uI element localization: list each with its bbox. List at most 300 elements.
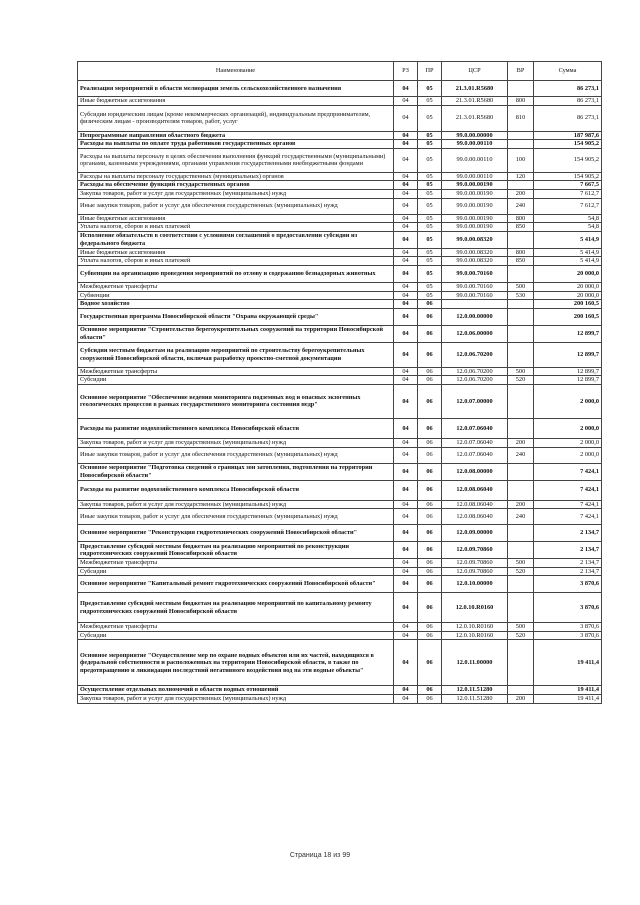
- cell-vr: [508, 265, 534, 282]
- cell-csr: 99.0.00.00190: [442, 214, 508, 223]
- header-rz: РЗ: [394, 62, 418, 81]
- cell-pr: 05: [418, 105, 442, 131]
- cell-pr: 05: [418, 291, 442, 300]
- cell-csr: 12.0.07.06040: [442, 438, 508, 447]
- cell-sum: 54,8: [534, 214, 602, 223]
- cell-vr: 100: [508, 148, 534, 172]
- table-row: [78, 640, 602, 686]
- cell-vr: 800: [508, 97, 534, 106]
- table-row: [78, 567, 602, 576]
- cell-name: Субвенции: [78, 291, 394, 300]
- cell-rz: 04: [394, 686, 418, 695]
- cell-name: Расходы на развитие водохозяйственного комплекса Новосибирской области: [78, 418, 394, 438]
- cell-pr: 05: [418, 97, 442, 106]
- cell-vr: [508, 325, 534, 342]
- cell-vr: 200: [508, 189, 534, 198]
- cell-pr: 06: [418, 300, 442, 309]
- cell-sum: 5 414,9: [534, 257, 602, 266]
- table-body: [78, 81, 602, 704]
- cell-rz: 04: [394, 300, 418, 309]
- table-row: [78, 500, 602, 509]
- table-row: [78, 231, 602, 248]
- cell-vr: 200: [508, 500, 534, 509]
- cell-name: Иные бюджетные ассигнования: [78, 214, 394, 223]
- cell-csr: 12.0.10.R0160: [442, 623, 508, 632]
- cell-rz: 04: [394, 105, 418, 131]
- cell-csr: 12.0.07.06040: [442, 418, 508, 438]
- cell-name: Иные закупки товаров, работ и услуг для обеспечения государственных (муниципальных) нужд: [78, 198, 394, 214]
- cell-csr: 12.0.00.00000: [442, 308, 508, 325]
- cell-csr: 12.0.11.00000: [442, 640, 508, 686]
- header-pr: ПР: [418, 62, 442, 81]
- cell-rz: 04: [394, 463, 418, 480]
- cell-rz: 04: [394, 525, 418, 542]
- cell-vr: [508, 342, 534, 367]
- cell-rz: 04: [394, 265, 418, 282]
- page-number: Страница 18 из 99: [289, 852, 351, 859]
- header-name: Наименование: [78, 62, 394, 81]
- table-row: [78, 686, 602, 695]
- cell-name: Иные закупки товаров, работ и услуг для обеспечения государственных (муниципальных) нужд: [78, 509, 394, 525]
- cell-csr: 12.0.09.70860: [442, 559, 508, 568]
- cell-csr: [442, 300, 508, 309]
- cell-pr: 05: [418, 148, 442, 172]
- table-row: [78, 291, 602, 300]
- cell-name: Закупка товаров, работ и услуг для государственных (муниципальных) нужд: [78, 438, 394, 447]
- cell-rz: 04: [394, 282, 418, 291]
- table-row: [78, 542, 602, 559]
- table-row: [78, 480, 602, 500]
- cell-csr: 99.0.00.00190: [442, 198, 508, 214]
- cell-sum: 19 411,4: [534, 686, 602, 695]
- cell-rz: 04: [394, 97, 418, 106]
- cell-csr: 12.0.06.70200: [442, 376, 508, 385]
- cell-pr: 05: [418, 198, 442, 214]
- table-header-row: [78, 62, 602, 81]
- cell-sum: 12 899,7: [534, 325, 602, 342]
- cell-rz: 04: [394, 181, 418, 190]
- cell-pr: 06: [418, 418, 442, 438]
- cell-vr: 120: [508, 172, 534, 181]
- table-row: [78, 300, 602, 309]
- cell-rz: 04: [394, 172, 418, 181]
- cell-rz: 04: [394, 248, 418, 257]
- cell-csr: 12.0.11.51280: [442, 686, 508, 695]
- cell-sum: 5 414,9: [534, 231, 602, 248]
- cell-sum: 20 000,0: [534, 282, 602, 291]
- cell-pr: 05: [418, 131, 442, 140]
- cell-pr: 05: [418, 231, 442, 248]
- table-row: [78, 97, 602, 106]
- cell-csr: 12.0.10.R0160: [442, 593, 508, 623]
- cell-pr: 06: [418, 525, 442, 542]
- cell-vr: [508, 384, 534, 418]
- cell-sum: 3 870,6: [534, 576, 602, 593]
- cell-csr: 99.0.00.08320: [442, 231, 508, 248]
- cell-name: Осуществление отдельных полномочий в области водных отношений: [78, 686, 394, 695]
- cell-sum: 154 905,2: [534, 172, 602, 181]
- cell-rz: 04: [394, 257, 418, 266]
- cell-pr: 05: [418, 140, 442, 149]
- table-row: [78, 140, 602, 149]
- cell-pr: 06: [418, 480, 442, 500]
- cell-sum: 12 899,7: [534, 367, 602, 376]
- cell-name: Расходы на выплаты по оплате труда работников государственных органов: [78, 140, 394, 149]
- cell-pr: 06: [418, 640, 442, 686]
- cell-name: Субсидии: [78, 376, 394, 385]
- cell-vr: [508, 480, 534, 500]
- cell-rz: 04: [394, 325, 418, 342]
- cell-name: Водное хозяйство: [78, 300, 394, 309]
- cell-pr: 06: [418, 463, 442, 480]
- cell-pr: 06: [418, 367, 442, 376]
- table-row: [78, 418, 602, 438]
- cell-csr: 99.0.00.00000: [442, 131, 508, 140]
- cell-name: Расходы на развитие водохозяйственного комплекса Новосибирской области: [78, 480, 394, 500]
- cell-vr: [508, 418, 534, 438]
- cell-pr: 06: [418, 384, 442, 418]
- cell-rz: 04: [394, 542, 418, 559]
- cell-rz: 04: [394, 308, 418, 325]
- cell-csr: 21.3.01.R5680: [442, 97, 508, 106]
- cell-rz: 04: [394, 291, 418, 300]
- cell-name: Непрограммные направления областного бюджета: [78, 131, 394, 140]
- cell-rz: 04: [394, 418, 418, 438]
- cell-vr: 500: [508, 623, 534, 632]
- cell-sum: 12 899,7: [534, 376, 602, 385]
- cell-pr: 06: [418, 438, 442, 447]
- cell-sum: 7 612,7: [534, 189, 602, 198]
- cell-csr: 21.3.01.R5680: [442, 105, 508, 131]
- cell-pr: 06: [418, 325, 442, 342]
- cell-vr: [508, 308, 534, 325]
- cell-sum: 7 667,5: [534, 181, 602, 190]
- cell-csr: 12.0.08.00000: [442, 463, 508, 480]
- cell-vr: [508, 140, 534, 149]
- table-row: [78, 198, 602, 214]
- cell-rz: 04: [394, 640, 418, 686]
- cell-pr: 05: [418, 223, 442, 232]
- cell-vr: [508, 525, 534, 542]
- cell-sum: 5 414,9: [534, 248, 602, 257]
- table-row: [78, 695, 602, 704]
- cell-name: Субсидии местным бюджетам на реализацию мероприятий по строительству берегоукрепительных сооружений Новосибирской области, включая разработку проектно-сметной документации: [78, 342, 394, 367]
- table-row: [78, 342, 602, 367]
- cell-name: Государственная программа Новосибирской области "Охрана окружающей среды": [78, 308, 394, 325]
- cell-name: Расходы на выплаты персоналу в целях обеспечения выполнения функций государственными (муниципальными) органами, казенными учреждениями, органами управления государственными внебюджетными фондами: [78, 148, 394, 172]
- cell-sum: 200 160,5: [534, 300, 602, 309]
- cell-rz: 04: [394, 376, 418, 385]
- table-row: [78, 214, 602, 223]
- table-row: [78, 463, 602, 480]
- cell-sum: 86 273,1: [534, 105, 602, 131]
- cell-csr: 12.0.07.06040: [442, 447, 508, 463]
- cell-vr: [508, 593, 534, 623]
- cell-name: Субсидии: [78, 631, 394, 640]
- cell-name: Субсидии: [78, 567, 394, 576]
- cell-name: Основное мероприятие "Реконструкция гидротехнических сооружений Новосибирской области": [78, 525, 394, 542]
- cell-name: Закупка товаров, работ и услуг для государственных (муниципальных) нужд: [78, 189, 394, 198]
- cell-name: Иные бюджетные ассигнования: [78, 97, 394, 106]
- cell-rz: 04: [394, 567, 418, 576]
- cell-name: Расходы на обеспечение функций государственных органов: [78, 181, 394, 190]
- cell-sum: 20 000,0: [534, 265, 602, 282]
- table-row: [78, 525, 602, 542]
- table-row: [78, 105, 602, 131]
- cell-sum: 3 870,6: [534, 623, 602, 632]
- cell-name: Предоставление субсидий местным бюджетам на реализацию мероприятий по капитальному ремонту гидротехнических сооружений Новосибирской области: [78, 593, 394, 623]
- cell-vr: [508, 686, 534, 695]
- header-sum: Сумма: [534, 62, 602, 81]
- cell-pr: 05: [418, 81, 442, 97]
- cell-csr: 12.0.08.06040: [442, 509, 508, 525]
- cell-sum: 187 987,6: [534, 131, 602, 140]
- cell-pr: 06: [418, 500, 442, 509]
- cell-rz: 04: [394, 384, 418, 418]
- cell-sum: 200 160,5: [534, 308, 602, 325]
- cell-name: Реализация мероприятий в области мелиорации земель сельскохозяйственного назначения: [78, 81, 394, 97]
- table-row: [78, 248, 602, 257]
- cell-rz: 04: [394, 559, 418, 568]
- cell-name: Межбюджетные трансферты: [78, 623, 394, 632]
- cell-sum: 86 273,1: [534, 97, 602, 106]
- table-row: [78, 282, 602, 291]
- cell-name: Межбюджетные трансферты: [78, 367, 394, 376]
- table-row: [78, 559, 602, 568]
- cell-rz: 04: [394, 576, 418, 593]
- cell-vr: 240: [508, 198, 534, 214]
- cell-vr: 520: [508, 631, 534, 640]
- cell-vr: [508, 181, 534, 190]
- cell-pr: 05: [418, 181, 442, 190]
- cell-rz: 04: [394, 480, 418, 500]
- cell-sum: 19 411,4: [534, 640, 602, 686]
- cell-vr: 800: [508, 248, 534, 257]
- cell-vr: 200: [508, 695, 534, 704]
- cell-name: Закупка товаров, работ и услуг для государственных (муниципальных) нужд: [78, 695, 394, 704]
- cell-name: Исполнение обязательств в соответствии с условиями соглашений о предоставлении субсидии из федерального бюджета: [78, 231, 394, 248]
- cell-sum: 54,8: [534, 223, 602, 232]
- cell-vr: 500: [508, 559, 534, 568]
- cell-vr: 800: [508, 214, 534, 223]
- table-row: [78, 172, 602, 181]
- cell-sum: 19 411,4: [534, 695, 602, 704]
- cell-rz: 04: [394, 223, 418, 232]
- cell-pr: 05: [418, 189, 442, 198]
- cell-vr: 850: [508, 257, 534, 266]
- cell-pr: 05: [418, 265, 442, 282]
- table-row: [78, 593, 602, 623]
- table-row: [78, 265, 602, 282]
- table-row: [78, 131, 602, 140]
- cell-sum: 2 000,0: [534, 418, 602, 438]
- cell-rz: 04: [394, 593, 418, 623]
- table-row: [78, 376, 602, 385]
- cell-sum: 2 134,7: [534, 567, 602, 576]
- cell-sum: 7 424,1: [534, 509, 602, 525]
- cell-pr: 06: [418, 695, 442, 704]
- cell-csr: 12.0.09.70860: [442, 542, 508, 559]
- table-row: [78, 308, 602, 325]
- cell-csr: 99.0.00.08320: [442, 248, 508, 257]
- cell-sum: 7 424,1: [534, 463, 602, 480]
- cell-csr: 99.0.00.00110: [442, 148, 508, 172]
- cell-pr: 06: [418, 576, 442, 593]
- table-row: [78, 438, 602, 447]
- cell-rz: 04: [394, 148, 418, 172]
- cell-name: Основное мероприятие "Обеспечение ведения мониторинга подземных вод и опасных экзогенных геологических процессов в рамках государственного мониторинга состояния недр": [78, 384, 394, 418]
- cell-rz: 04: [394, 214, 418, 223]
- cell-name: Основное мероприятие "Осуществление мер по охране водных объектов или их частей, находящихся в федеральной собственности и расположенных на территории Новосибирской области, в также по предотвращению и ликвидации последствий негативного воздействия вод на эти водные объекты": [78, 640, 394, 686]
- cell-pr: 05: [418, 282, 442, 291]
- cell-vr: 850: [508, 223, 534, 232]
- cell-name: Межбюджетные трансферты: [78, 282, 394, 291]
- cell-pr: 06: [418, 623, 442, 632]
- cell-name: Субсидии юридическим лицам (кроме некоммерческих организаций), индивидуальным предпринимателям, физическим лицам - производителям товаров, работ, услуг: [78, 105, 394, 131]
- cell-csr: 12.0.06.70200: [442, 342, 508, 367]
- cell-csr: 12.0.07.00000: [442, 384, 508, 418]
- cell-csr: 99.0.00.00190: [442, 189, 508, 198]
- cell-sum: 3 870,6: [534, 593, 602, 623]
- cell-name: Иные бюджетные ассигнования: [78, 248, 394, 257]
- cell-name: Расходы на выплаты персоналу государственных (муниципальных) органов: [78, 172, 394, 181]
- table-row: [78, 81, 602, 97]
- cell-name: Основное мероприятие "Подготовка сведений о границах зон затопления, подтопления на территории Новосибирской области": [78, 463, 394, 480]
- header-csr: ЦСР: [442, 62, 508, 81]
- cell-pr: 06: [418, 376, 442, 385]
- cell-csr: 99.0.00.00110: [442, 172, 508, 181]
- table-row: [78, 576, 602, 593]
- cell-pr: 06: [418, 567, 442, 576]
- cell-rz: 04: [394, 189, 418, 198]
- cell-rz: 04: [394, 198, 418, 214]
- cell-sum: 2 000,0: [534, 438, 602, 447]
- cell-sum: 7 612,7: [534, 198, 602, 214]
- cell-sum: 7 424,1: [534, 480, 602, 500]
- cell-rz: 04: [394, 695, 418, 704]
- cell-csr: 12.0.08.06040: [442, 480, 508, 500]
- cell-csr: 21.3.01.R5680: [442, 81, 508, 97]
- cell-name: Субвенции на организацию проведения мероприятий по отлову и содержанию безнадзорных животных: [78, 265, 394, 282]
- table-row: [78, 223, 602, 232]
- cell-pr: 06: [418, 308, 442, 325]
- table-row: [78, 189, 602, 198]
- cell-name: Уплата налогов, сборов и иных платежей: [78, 223, 394, 232]
- budget-table: [77, 61, 602, 704]
- cell-pr: 06: [418, 542, 442, 559]
- cell-sum: 2 134,7: [534, 542, 602, 559]
- cell-csr: 99.0.00.00110: [442, 140, 508, 149]
- cell-rz: 04: [394, 367, 418, 376]
- cell-csr: 12.0.09.70860: [442, 567, 508, 576]
- cell-csr: 99.0.00.08320: [442, 257, 508, 266]
- cell-csr: 12.0.10.00000: [442, 576, 508, 593]
- cell-vr: [508, 81, 534, 97]
- cell-sum: 12 899,7: [534, 342, 602, 367]
- cell-sum: 20 000,0: [534, 291, 602, 300]
- cell-sum: 154 905,2: [534, 148, 602, 172]
- cell-rz: 04: [394, 623, 418, 632]
- cell-rz: 04: [394, 342, 418, 367]
- cell-sum: 154 905,2: [534, 140, 602, 149]
- cell-pr: 06: [418, 559, 442, 568]
- cell-sum: 3 870,6: [534, 631, 602, 640]
- cell-csr: 99.0.00.00190: [442, 223, 508, 232]
- cell-vr: [508, 131, 534, 140]
- cell-sum: 2 134,7: [534, 559, 602, 568]
- cell-sum: 2 000,0: [534, 384, 602, 418]
- header-vr: ВР: [508, 62, 534, 81]
- cell-rz: 04: [394, 231, 418, 248]
- cell-rz: 04: [394, 509, 418, 525]
- cell-csr: 12.0.08.06040: [442, 500, 508, 509]
- cell-pr: 06: [418, 447, 442, 463]
- cell-vr: 810: [508, 105, 534, 131]
- cell-csr: 99.0.00.70160: [442, 282, 508, 291]
- cell-pr: 05: [418, 172, 442, 181]
- cell-sum: 86 273,1: [534, 81, 602, 97]
- cell-csr: 99.0.00.00190: [442, 181, 508, 190]
- cell-pr: 06: [418, 509, 442, 525]
- cell-vr: 240: [508, 447, 534, 463]
- table-row: [78, 148, 602, 172]
- cell-vr: 520: [508, 376, 534, 385]
- cell-csr: 99.0.00.70160: [442, 291, 508, 300]
- cell-sum: 7 424,1: [534, 500, 602, 509]
- cell-csr: 12.0.11.51280: [442, 695, 508, 704]
- cell-rz: 04: [394, 500, 418, 509]
- cell-csr: 12.0.09.00000: [442, 525, 508, 542]
- cell-vr: 530: [508, 291, 534, 300]
- table-row: [78, 447, 602, 463]
- table-row: [78, 384, 602, 418]
- cell-rz: 04: [394, 81, 418, 97]
- cell-vr: [508, 463, 534, 480]
- cell-name: Уплата налогов, сборов и иных платежей: [78, 257, 394, 266]
- cell-rz: 04: [394, 631, 418, 640]
- cell-rz: 04: [394, 447, 418, 463]
- cell-csr: 12.0.06.00000: [442, 325, 508, 342]
- table-row: [78, 623, 602, 632]
- cell-rz: 04: [394, 438, 418, 447]
- cell-name: Иные закупки товаров, работ и услуг для обеспечения государственных (муниципальных) нужд: [78, 447, 394, 463]
- table-row: [78, 325, 602, 342]
- cell-name: Основное мероприятие "Строительство берегоукрепительных сооружений на территории Новосибирской области": [78, 325, 394, 342]
- cell-name: Закупка товаров, работ и услуг для государственных (муниципальных) нужд: [78, 500, 394, 509]
- cell-csr: 12.0.10.R0160: [442, 631, 508, 640]
- cell-rz: 04: [394, 131, 418, 140]
- cell-vr: 500: [508, 282, 534, 291]
- cell-pr: 05: [418, 214, 442, 223]
- table-row: [78, 509, 602, 525]
- cell-csr: 99.0.00.70160: [442, 265, 508, 282]
- cell-pr: 05: [418, 248, 442, 257]
- cell-name: Предоставление субсидий местным бюджетам на реализацию мероприятий по реконструкции гидротехнических сооружений Новосибирской области: [78, 542, 394, 559]
- cell-name: Основное мероприятие "Капитальный ремонт гидротехнических сооружений Новосибирской области": [78, 576, 394, 593]
- cell-sum: 2 000,0: [534, 447, 602, 463]
- table-row: [78, 367, 602, 376]
- cell-vr: 520: [508, 567, 534, 576]
- cell-pr: 05: [418, 257, 442, 266]
- table-row: [78, 181, 602, 190]
- cell-vr: [508, 542, 534, 559]
- cell-pr: 06: [418, 593, 442, 623]
- cell-vr: [508, 300, 534, 309]
- cell-vr: [508, 640, 534, 686]
- cell-pr: 06: [418, 686, 442, 695]
- cell-rz: 04: [394, 140, 418, 149]
- cell-vr: [508, 231, 534, 248]
